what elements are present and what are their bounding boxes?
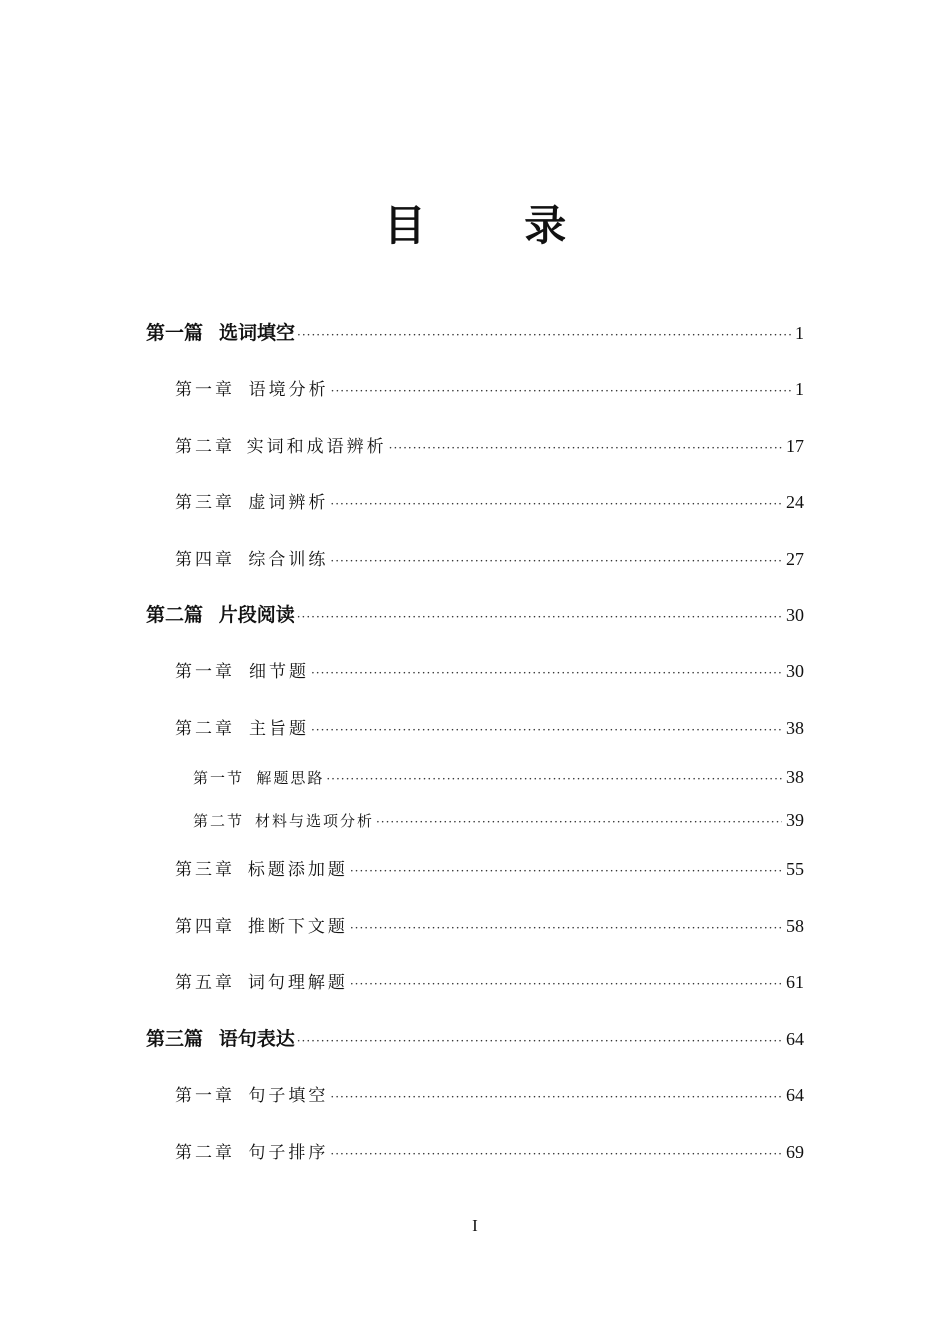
toc-page-number: 69	[786, 1142, 804, 1162]
toc-page-number: 61	[786, 972, 804, 992]
dot-leader	[350, 969, 782, 999]
dot-leader	[350, 856, 782, 886]
toc-title: 虚词辨析	[248, 493, 329, 513]
toc-chapter-row[interactable]	[175, 544, 804, 574]
dot-leader	[297, 1026, 782, 1056]
toc-page-number: 17	[786, 436, 804, 456]
dot-leader	[330, 546, 782, 576]
dot-leader	[297, 320, 791, 350]
toc-part-row[interactable]	[146, 318, 804, 348]
toc-label: 第一章	[175, 662, 235, 682]
toc-page-number: 30	[786, 661, 804, 681]
toc-chapter-row[interactable]	[175, 911, 804, 941]
toc-label: 第三章	[175, 860, 235, 880]
toc-title: 词句理解题	[247, 973, 348, 993]
toc-label: 第一章	[175, 1086, 235, 1106]
toc-title: 解题思路	[256, 769, 325, 787]
dot-leader	[350, 913, 782, 943]
dot-leader	[330, 1082, 782, 1112]
toc-page-number: 38	[786, 767, 804, 787]
dot-leader	[326, 764, 782, 794]
toc-label: 第二章	[175, 719, 235, 739]
page-number: I	[472, 1216, 478, 1235]
toc-page-number: 58	[786, 916, 804, 936]
toc-title: 主旨题	[248, 719, 309, 739]
toc-page-number: 1	[795, 379, 804, 399]
toc-part-row[interactable]	[146, 600, 804, 630]
toc-label: 第二篇	[146, 604, 204, 626]
toc-chapter-row[interactable]	[175, 854, 804, 884]
toc-title: 综合训练	[248, 550, 329, 570]
toc-label: 第四章	[175, 917, 235, 937]
toc-chapter-row[interactable]	[175, 487, 804, 517]
dot-leader	[389, 433, 782, 463]
toc-chapter-row[interactable]	[175, 967, 804, 997]
toc-part-row[interactable]	[146, 1024, 804, 1054]
toc-page-number: 55	[786, 859, 804, 879]
toc-page-number: 64	[786, 1085, 804, 1105]
toc-label: 第三章	[175, 493, 235, 513]
toc-label: 第四章	[175, 550, 235, 570]
toc-title: 标题添加题	[247, 860, 348, 880]
toc-title: 片段阅读	[218, 604, 295, 626]
toc-chapter-row[interactable]	[175, 713, 804, 743]
toc-page-number: 27	[786, 549, 804, 569]
toc-section-row[interactable]	[193, 805, 804, 835]
dot-leader	[331, 376, 791, 406]
toc-title: 语句表达	[218, 1028, 295, 1050]
toc-label: 第二章	[175, 437, 235, 457]
dot-leader	[376, 807, 782, 837]
dot-leader	[330, 489, 782, 519]
toc-chapter-row[interactable]	[175, 1137, 804, 1167]
toc-chapter-row[interactable]	[175, 656, 804, 686]
dot-leader	[311, 715, 782, 745]
toc-title: 细节题	[248, 662, 309, 682]
toc-label: 第一节	[193, 769, 245, 787]
toc-label: 第二节	[193, 812, 245, 830]
page-title: 目 录	[383, 201, 609, 250]
toc-page-number: 1	[795, 323, 804, 343]
toc-chapter-row[interactable]	[175, 374, 804, 404]
toc-section-row[interactable]	[193, 762, 804, 792]
toc-title: 句子填空	[248, 1086, 329, 1106]
toc-title: 语境分析	[248, 380, 329, 400]
toc-page-number: 64	[786, 1029, 804, 1049]
toc-page-number: 39	[786, 810, 804, 830]
toc-chapter-row[interactable]	[175, 431, 804, 461]
toc-chapter-row[interactable]	[175, 1080, 804, 1110]
dot-leader	[330, 1139, 782, 1169]
toc-page-number: 38	[786, 718, 804, 738]
toc-label: 第三篇	[146, 1028, 204, 1050]
toc-title: 材料与选项分析	[254, 812, 374, 830]
toc-label: 第一章	[175, 380, 235, 400]
toc-page-number: 24	[786, 492, 804, 512]
toc-label: 第五章	[175, 973, 235, 993]
dot-leader	[311, 658, 782, 688]
toc-title: 实词和成语辨析	[246, 437, 387, 457]
toc-page-number: 30	[786, 605, 804, 625]
toc-label: 第一篇	[146, 322, 204, 344]
toc-title: 句子排序	[248, 1143, 329, 1163]
toc-title: 选词填空	[219, 322, 296, 344]
toc-title: 推断下文题	[247, 917, 348, 937]
toc-label: 第二章	[175, 1143, 235, 1163]
dot-leader	[297, 602, 782, 632]
